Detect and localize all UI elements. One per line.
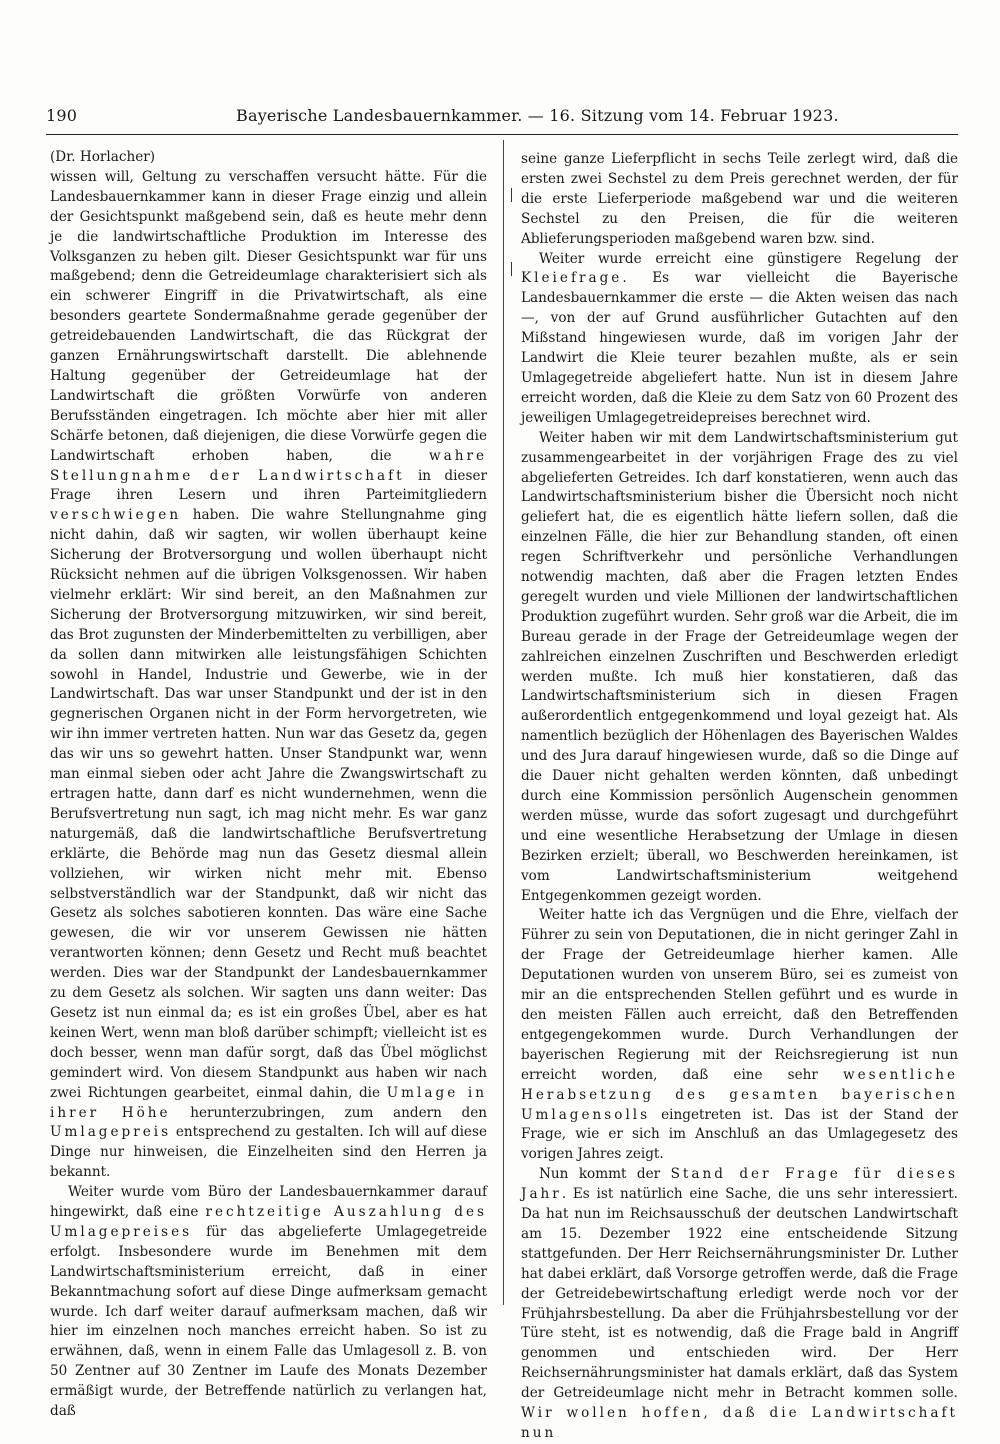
page-header <box>46 104 958 132</box>
spaced-emphasis: Umlagepreis <box>50 1124 172 1141</box>
header-rule <box>46 134 958 135</box>
spaced-emphasis: wahre Stellungnahme der Landwirtschaft <box>50 447 487 484</box>
margin-mark <box>511 188 515 202</box>
margin-mark <box>511 262 515 276</box>
paragraph: Weiter wurde erreicht eine günstigere Regelung der Kleiefrage. Es war vielleicht die Bayerische Landesbauernkammer die erste — die Akten weisen das nach —, von der auf Grund ausführlicher Gutachten auf den Mißstand hingewiesen wurde, daß im vorigen Jahr der Landwirt die Kleie teurer bezahlen mußte, als er sein Umlagegetreide abgeliefert hatte. Nun ist in diesem Jahre erreicht worden, daß die Kleie zu dem Satz von 60 Prozent des jeweiligen Umlagegetreidepreises berechnet wird. <box>521 250 958 426</box>
spaced-emphasis: wesentliche Herabsetzung des gesamten bayerischen Umlagensolls <box>521 1066 958 1123</box>
right-column <box>521 150 958 1444</box>
paragraph: Nun kommt der Stand der Frage für dieses Jahr. Es ist natürlich eine Sache, die uns sehr interessiert. Da hat nun im Reichsausschuß der deutschen Landwirtschaft am 15. Dezember 1922 eine entscheidende Sitzung stattgefunden. Der Herr Reichsernährungsminister Dr. Luther hat dabei erklärt, daß Vorsorge getroffen werde, daß die Frage der Getreidebewirtschaftung erledigt werde noch vor der Frühjahrsbestellung. Da aber die Frühjahrsbestellung vor der Türe steht, ist es notwendig, daß die Frage bald in Angriff genommen und entschieden wird. Der Herr Reichsernährungsminister hat damals erklärt, daß das System der Getreideumlage nicht mehr in Betracht kommen solle. Wir wollen hoffen, daß die Landwirtschaft nun <box>521 1166 958 1441</box>
paragraph: Weiter haben wir mit dem Landwirtschaftsministerium gut zusammengearbeitet in der vorjährigen Frage des zu viel abgelieferten Getreides. Ich darf konstatieren, wenn auch das Landwirtschaftsministerium bisher die Übersicht noch nicht geliefert hat, die es eigentlich hätte liefern sollen, daß die einzelnen Fälle, die hier zur Behandlung standen, oft einen regen Schriftverkehr und persönliche Verhandlungen notwendig machten, daß aber die Fragen letzten Endes geregelt wurden und viele Millionen der landwirtschaftlichen Produktion zugeführt wurden. Sehr groß war die Arbeit, die im Bureau gerade in der Frage der Getreideumlage wegen der zahlreichen einzelnen Zuschriften und Beschwerden erledigt werden mußte. Ich muß hier konstatieren, daß das Landwirtschaftsministerium sich in diesen Fragen außerordentlich entgegenkommend und loyal gezeigt hat. Als namentlich bezüglich der Höhenlagen des Bayerischen Waldes und des Jura darauf hingewiesen wurde, daß so die Dinge auf die Dauer nicht gehalten werden könnten, daß unbedingt durch eine Kommission persönlich Augenschein genommen werden müsse, wurde das sofort zugesagt und durchgeführt und eine wesentliche Herabsetzung der Umlage in diesen Bezirken erzielt; überall, wo Beschwerden hereinkamen, ist vom Landwirtschaftsministerium weitgehend Entgegenkommen gezeigt worden. <box>521 429 958 904</box>
page-number: 190 <box>46 106 78 125</box>
spaced-emphasis: Stand der Frage für dieses Jahr <box>521 1166 958 1203</box>
column-divider <box>503 140 504 1305</box>
paragraph: seine ganze Lieferpflicht in sechs Teile zerlegt wird, daß die ersten zwei Sechstel zu dem Preis gerechnet werden, der für die erste Lieferperiode maßgebend war und die weiteren Sechstel zu den Preisen, die für die weiteren Ablieferungsperioden maßgebend waren bzw. sind. <box>521 151 958 247</box>
paragraph: Weiter hatte ich das Vergnügen und die Ehre, vielfach der Führer zu sein von Deputationen, die in nicht geringer Zahl in der Frage der Getreideumlage hierher kamen. Alle Deputationen wurden von unserem Büro, sei es zumeist von mir an die entsprechenden Stellen geführt und es wurde in den meisten Fällen auch erreicht, daß den Betreffenden entgegengekommen wurde. Durch Verhandlungen der bayerischen Regierung mit der Reichsregierung ist nun erreicht worden, daß eine sehr wesentliche Herabsetzung des gesamten bayerischen Umlagensolls eingetreten ist. Das ist der Stand der Frage, wie er sich im Anschluß an das Umlagegesetz des vorigen Jahres zeigt. <box>521 907 958 1163</box>
spaced-emphasis: verschwiegen <box>50 507 182 524</box>
left-column <box>50 148 487 1422</box>
spaced-emphasis: rechtzeitige Auszahlung des Umlagepreises <box>50 1204 487 1240</box>
paragraph: wissen will, Geltung zu verschaffen versucht hätte. Für die Landesbauernkammer kann in dieser Frage einzig und allein der Gesichtspunkt maßgebend sein, daß es heute mehr denn je die landwirtschaftliche Produktion im Interesse des Volksganzen zu heben gilt. Dieser Gesichtspunkt war für uns maßgebend; denn die Getreideumlage charakterisiert sich als ein schwerer Eingriff in die Privatwirtschaft, als eine besonders geartete Sondermaßnahme gerade gegenüber der getreidebauenden Landwirtschaft, die das Rückgrat der ganzen Ernährungswirtschaft darstellt. Die ablehnende Haltung gegenüber der Getreideumlage hat der Landwirtschaft die größten Vorwürfe von anderen Berufsständen eingetragen. Ich möchte aber hier mit aller Schärfe betonen, daß diejenigen, die diese Vorwürfe gegen die Landwirtschaft erhoben haben, die wahre Stellungnahme der Landwirtschaft in dieser Frage ihren Lesern und ihren Parteimitgliedern verschwiegen haben. Die wahre Stellungnahme ging nicht dahin, daß wir sagten, wir wollen überhaupt keine Sicherung der Brotversorgung und wollen überhaupt nicht Rücksicht nehmen auf die übrigen Volksgenossen. Wir haben vielmehr erklärt: Wir sind bereit, an den Maßnahmen zur Sicherung der Brotversorgung mitzuwirken, wir sind bereit, das Brot zugunsten der Minderbemittelten zu verbilligen, aber da sollen dann mitwirken alle leistungsfähigen Schichten sowohl in Handel, Industrie und Gewerbe, wie in der Landwirtschaft. Das war unser Standpunkt und der ist in den gegnerischen Organen nicht in der Form hervorgetreten, wie wir ihn immer vertreten hatten. Nun war das Gesetz da, gegen das wir uns so gewehrt hatten. Unser Standpunkt war, wenn man einmal sieben oder acht Jahre die Zwangswirtschaft zu ertragen hatte, dann darf es nicht wundernehmen, wenn die Berufsvertretung nun sagt, ich mag nicht mehr. Es war ganz naturgemäß, daß die landwirtschaftliche Berufsvertretung erklärte, die Behörde mag nun das Gesetz diesmal allein vollziehen, wir wirken nicht mehr mit. Ebenso selbstverständlich war der Standpunkt, daß wir nicht das Gesetz als solches sabotieren konnten. Das wäre eine Sache gewesen, die wir vor unserem Gewissen nie hätten verantworten können; denn Gesetz und Recht muß beachtet werden. Dies war der Standpunkt der Landesbauernkammer zu dem Gesetz als solchen. Wir sagten uns dann weiter: Das Gesetz ist nun einmal da; es ist ein großes Übel, aber es hat keinen Wert, wenn man bloß darüber schimpft; vielleicht ist es doch besser, wenn man dafür sorgt, daß das Übel möglichst gemindert wird. Von diesem Standpunkt aus haben wir nach zwei Richtungen gearbeitet, einmal dahin, die Umlage in ihrer Höhe herunterzubringen, zum andern den Umlagepreis entsprechend zu gestalten. Ich will auf diese Dinge nur hinweisen, die Einzelheiten sind den Herren ja bekannt. <box>50 168 488 1181</box>
spaced-emphasis: Wir wollen hoffen, daß die Landwirtschaft nun <box>521 1405 958 1441</box>
paragraph: Weiter wurde vom Büro der Landesbauernkammer darauf hingewirkt, daß eine rechtzeitige Auszahlung des Umlagepreises für das abgelieferte Umlagegetreide erfolgt. Insbesondere wurde im Benehmen mit dem Landwirtschaftsministerium erreicht, daß in einer Bekanntmachung sofort auf diese Dinge aufmerksam gemacht wurde. Ich darf weiter darauf aufmerksam machen, daß wir hier im einzelnen noch manches erreicht haben. So ist zu erwähnen, daß, wenn in einem Falle das Umlagesoll z. B. von 50 Zentner auf 30 Zentner im Laufe des Monats Dezember ermäßigt wurde, der Betreffende natürlich zu verlangen hat, daß <box>50 1184 487 1420</box>
speaker-label: (Dr. Horlacher) <box>50 149 156 165</box>
spaced-emphasis: Kleiefrage <box>521 270 623 287</box>
running-title: Bayerische Landesbauernkammer. — 16. Sitzung vom 14. Februar 1923. <box>236 106 839 125</box>
spaced-emphasis: Umlage in ihrer Höhe <box>50 1084 487 1121</box>
